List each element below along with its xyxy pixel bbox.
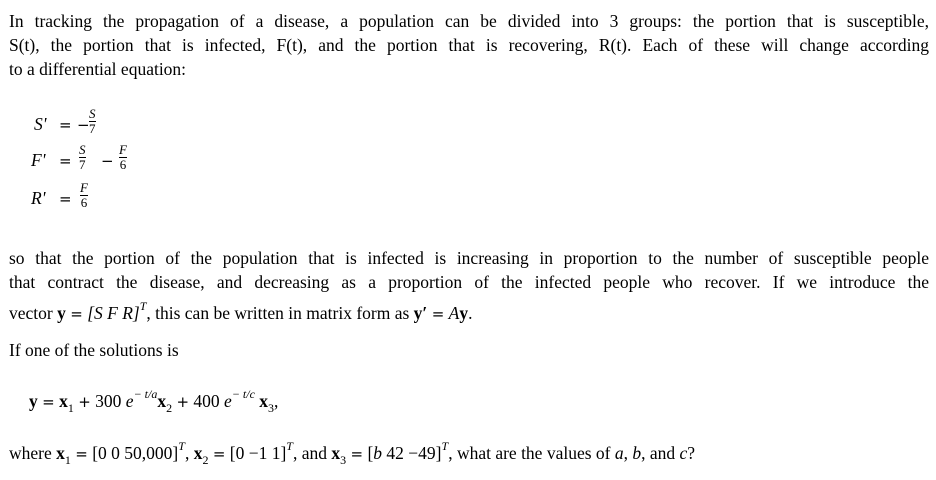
fraction-f-over-6 — [80, 182, 88, 209]
vector-y: y — [459, 303, 469, 323]
transpose-superscript: T — [441, 439, 449, 453]
solution-equation — [29, 382, 278, 420]
intro-line-2: S(t), the portion that is infected, F(t), and the portion that is recovering, R(t). Each of these will change according — [9, 35, 929, 55]
exp-e: e — [224, 391, 232, 411]
coefficient-400: 400 — [193, 391, 220, 411]
vector-x1: x — [56, 443, 65, 463]
fraction-s-over-7 — [79, 144, 86, 171]
intro-paragraph — [9, 9, 929, 81]
f-minus-sign: − — [101, 152, 114, 170]
vector-x2-value: [0 −1 1] — [229, 443, 287, 463]
exp-e: e — [125, 391, 134, 411]
denominator: 7 — [89, 121, 96, 136]
subscript-2: 2 — [166, 401, 173, 415]
middle-line-2: that contract the disease, and decreasing as a proportion of the infected people who recover. If we introduce the — [9, 272, 929, 292]
unknown-b: b — [632, 443, 642, 463]
subscript-3: 3 — [268, 401, 275, 415]
transpose-superscript: T — [286, 439, 293, 453]
denominator: 6 — [80, 195, 88, 210]
middle-line-1: so that the portion of the population that is infected is increasing in proportion to the number of susceptible people — [9, 248, 929, 268]
vector-x2: x — [157, 391, 167, 411]
subscript-1: 1 — [64, 453, 71, 467]
vector-y: y — [29, 391, 38, 411]
fraction-s-over-7 — [89, 108, 96, 135]
subscript-1: 1 — [67, 401, 74, 415]
unknown-b: b — [373, 443, 383, 463]
bracket-open: [ — [367, 443, 374, 463]
vector-components: [S F R] — [87, 303, 140, 323]
exponent-t-over-a: − t/a — [133, 387, 158, 401]
numerator: S — [79, 142, 86, 157]
comma: , — [184, 443, 190, 463]
comma: , — [274, 391, 279, 411]
eq-sign: = — [431, 305, 445, 323]
s-minus-sign: − — [77, 116, 90, 134]
f-prime-lhs: F' — [31, 150, 46, 170]
text-where: where — [9, 443, 52, 463]
question-mark: ? — [687, 443, 696, 463]
denominator: 7 — [79, 157, 86, 172]
coefficient-300: 300 — [95, 391, 122, 411]
unknown-c: c — [679, 443, 688, 463]
eq-sign: = — [212, 445, 226, 463]
text-and: , and — [292, 443, 328, 463]
middle-paragraph — [9, 246, 929, 326]
vector-x3-rest: 42 −49] — [382, 443, 442, 463]
s-eq-sign: = — [59, 116, 72, 134]
numerator: F — [119, 142, 127, 157]
intro-line-1: In tracking the propagation of a disease, a population can be divided into 3 groups: the portion that is susceptible, — [9, 11, 929, 31]
numerator: S — [89, 106, 96, 121]
comma: , — [623, 443, 628, 463]
plus-sign: + — [176, 393, 190, 411]
fraction-f-over-6 — [119, 144, 127, 171]
text-matrix-form: , this can be written in matrix form as — [146, 303, 410, 323]
unknown-a: a — [614, 443, 624, 463]
transpose-superscript: T — [139, 299, 147, 313]
text-vector: vector — [9, 303, 53, 323]
eq-sign: = — [70, 305, 83, 323]
question-line — [9, 434, 695, 472]
r-prime-lhs: R' — [31, 188, 46, 208]
vector-x3: x — [331, 443, 341, 463]
solution-intro: If one of the solutions is — [9, 340, 179, 360]
eq-sign: = — [350, 445, 364, 463]
denominator: 6 — [119, 157, 127, 172]
transpose-superscript: T — [178, 439, 185, 453]
exponent-t-over-c: − t/c — [231, 387, 255, 401]
y-prime: y′ — [413, 303, 428, 323]
text-question: , what are the values of — [448, 443, 611, 463]
vector-x1-value: [0 0 50,000] — [92, 443, 179, 463]
eq-sign: = — [75, 445, 88, 463]
period: . — [468, 303, 473, 323]
vector-x1: x — [59, 391, 68, 411]
f-eq-sign: = — [59, 152, 72, 170]
vector-y: y — [57, 303, 66, 323]
subscript-2: 2 — [202, 453, 209, 467]
text-and: , and — [641, 443, 676, 463]
intro-line-3: to a differential equation: — [9, 59, 187, 79]
numerator: F — [80, 180, 88, 195]
middle-line-3 — [9, 294, 929, 326]
vector-x3: x — [259, 391, 269, 411]
eq-sign: = — [42, 393, 55, 411]
s-prime-lhs: S' — [34, 114, 47, 134]
r-eq-sign: = — [59, 190, 72, 208]
vector-x2: x — [193, 443, 203, 463]
plus-sign: + — [78, 393, 91, 411]
matrix-a: A — [448, 303, 460, 323]
subscript-3: 3 — [340, 453, 347, 467]
